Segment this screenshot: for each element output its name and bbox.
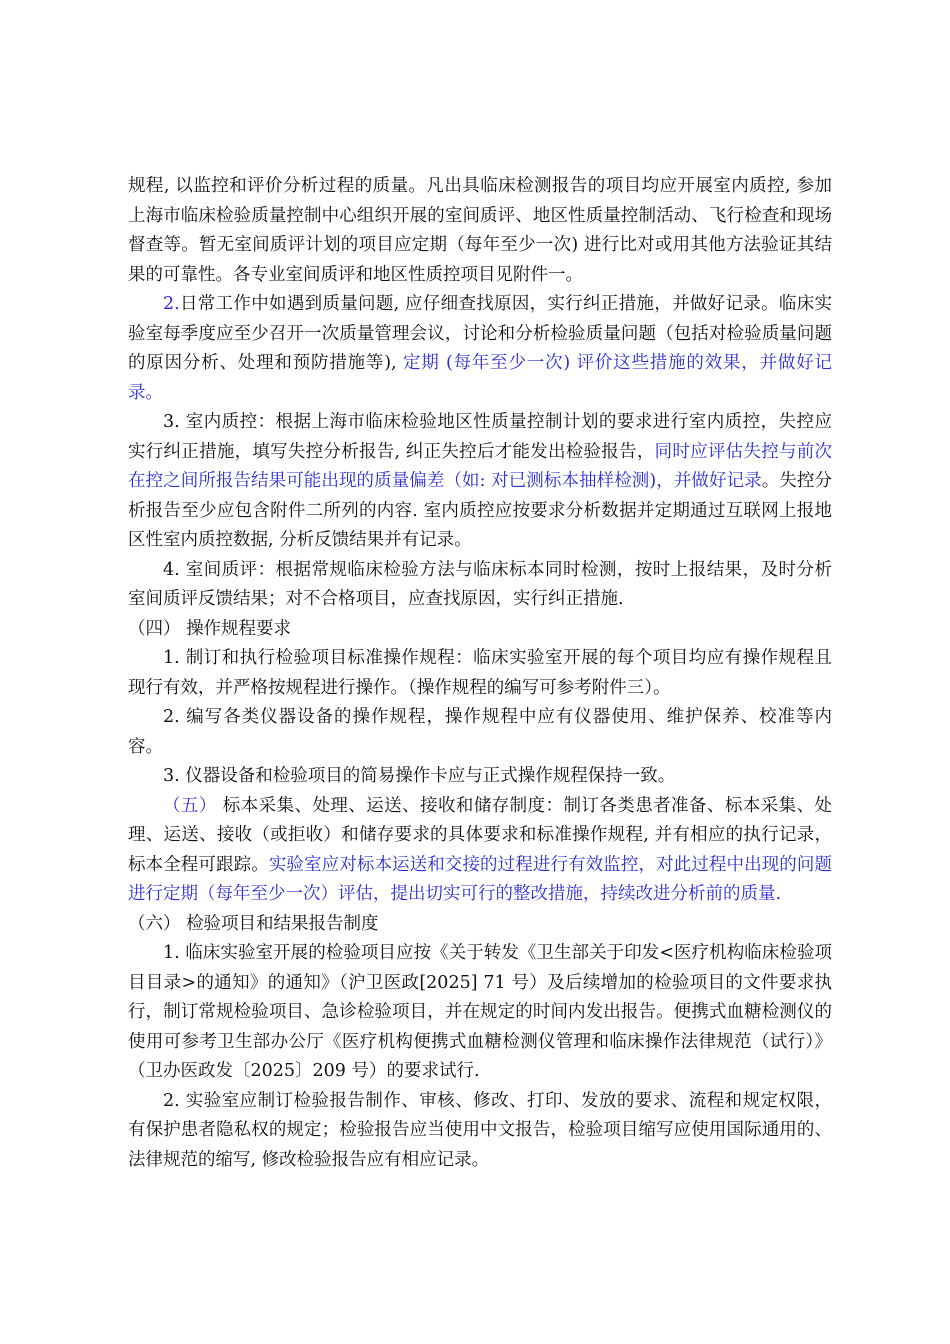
text-run-highlighted: 实验室应对标本运送和交接的过程进行有效监控，对此过程中出现的问题进行定期（每年至少一次）评估，提出切实可行的整改措施，持续改进分析前的质量. bbox=[128, 854, 833, 904]
section-heading-5 bbox=[128, 792, 832, 910]
text-run-highlighted: 定期 (每年至少一次) 评价这些措施的效果，并做好记录。 bbox=[128, 353, 833, 403]
heading-text: （四） 操作规程要求 bbox=[128, 618, 292, 639]
text-run-highlighted: 同时应评估失控与前次在控之间所报告结果可能出现的质量偏差（如: 对已测标本抽样检测)，并做好记录 bbox=[128, 441, 833, 491]
paragraph-quality-control-continued bbox=[128, 172, 832, 290]
text-run: 日常工作中如遇到质量问题, 应仔细查找原因，实行纠正措施，并做好记录。临床实验室每季度应至少召开一次质量管理会议，讨论和分析检验质量问题（包括对检验质量问题的原因分析、处理和预防措施等), bbox=[128, 294, 832, 373]
document-body bbox=[128, 172, 832, 1175]
paragraph-internal-qc bbox=[128, 408, 832, 556]
text-run: 4. 室间质评：根据常规临床检验方法与临床标本同时检测，按时上报结果，及时分析室间质评反馈结果；对不合格项目，应查找原因，实行纠正措施. bbox=[128, 559, 832, 609]
text-run: 3. 室内质控：根据上海市临床检验地区性质量控制计划的要求进行室内质控，失控应实行纠正措施，填写失控分析报告, 纠正失控后才能发出检验报告， bbox=[128, 412, 832, 462]
paragraph-test-items-2 bbox=[128, 1087, 832, 1176]
text-run: 1. 临床实验室开展的检验项目应按《关于转发《卫生部关于印发<医疗机构临床检验项目目录>的通知》的通知》（沪卫医政[2025] 71 号）及后续增加的检验项目的文件要求执行，制订常规检验项目、急诊检验项目，并在规定的时间内发出报告。便携式血糖检测仪的使用可参考卫生部办公厅《医疗机构便携式血糖检测仪管理和临床操作法律规范（试行）》（卫办医政发〔2025〕209 号）的要求试行. bbox=[128, 943, 832, 1081]
text-run: 3. 仪器设备和检验项目的简易操作卡应与正式操作规程保持一致。 bbox=[163, 766, 676, 786]
text-run: 标本采集、处理、运送、接收和储存制度：制订各类患者准备、标本采集、处理、运送、接收（或拒收）和储存要求的具体要求和标准操作规程, 并有相应的执行记录，标本全程可跟踪。 bbox=[128, 795, 833, 875]
paragraph-test-items-1 bbox=[128, 939, 832, 1087]
text-run: 2. 编写各类仪器设备的操作规程，操作规程中应有仪器使用、维护保养、校准等内容。 bbox=[128, 707, 832, 757]
text-run: 。失控分析报告至少应包含附件二所列的内容. 室内质控应按要求分析数据并定期通过互联网上报地区性室内质控数据, 分析反馈结果并有记录。 bbox=[128, 471, 832, 550]
heading-text: （六） 检验项目和结果报告制度 bbox=[128, 913, 379, 934]
paragraph-external-qa bbox=[128, 556, 832, 615]
text-run: 1. 制订和执行检验项目标准操作规程：临床实验室开展的每个项目均应有操作规程且现行有效，并严格按规程进行操作。（操作规程的编写可参考附件三）。 bbox=[128, 648, 832, 698]
paragraph-sop-3 bbox=[128, 762, 832, 792]
section-heading-6 bbox=[128, 910, 832, 940]
section-heading-4 bbox=[128, 615, 832, 645]
paragraph-sop-2 bbox=[128, 703, 832, 762]
paragraph-item-2 bbox=[128, 290, 832, 408]
text-run: 2. 实验室应制订检验报告制作、审核、修改、打印、发放的要求、流程和规定权限，有保护患者隐私权的规定；检验报告应当使用中文报告，检验项目缩写应使用国际通用的、法律规范的缩写, 修改检验报告应有相应记录。 bbox=[128, 1090, 832, 1170]
text-run: 规程, 以监控和评价分析过程的质量。凡出具临床检测报告的项目均应开展室内质控, 参加上海市临床检验质量控制中心组织开展的室间质评、地区性质量控制活动、飞行检查和现场督查等。暂无室间质评计划的项目应定期（每年至少一次) 进行比对或用其他方法验证其结果的可靠性。各专业室间质评和地区性质控项目见附件一。 bbox=[128, 176, 832, 285]
item-number-highlighted: 2. bbox=[163, 294, 180, 314]
paragraph-sop-1 bbox=[128, 644, 832, 703]
heading-number-highlighted: （五） bbox=[163, 795, 217, 816]
